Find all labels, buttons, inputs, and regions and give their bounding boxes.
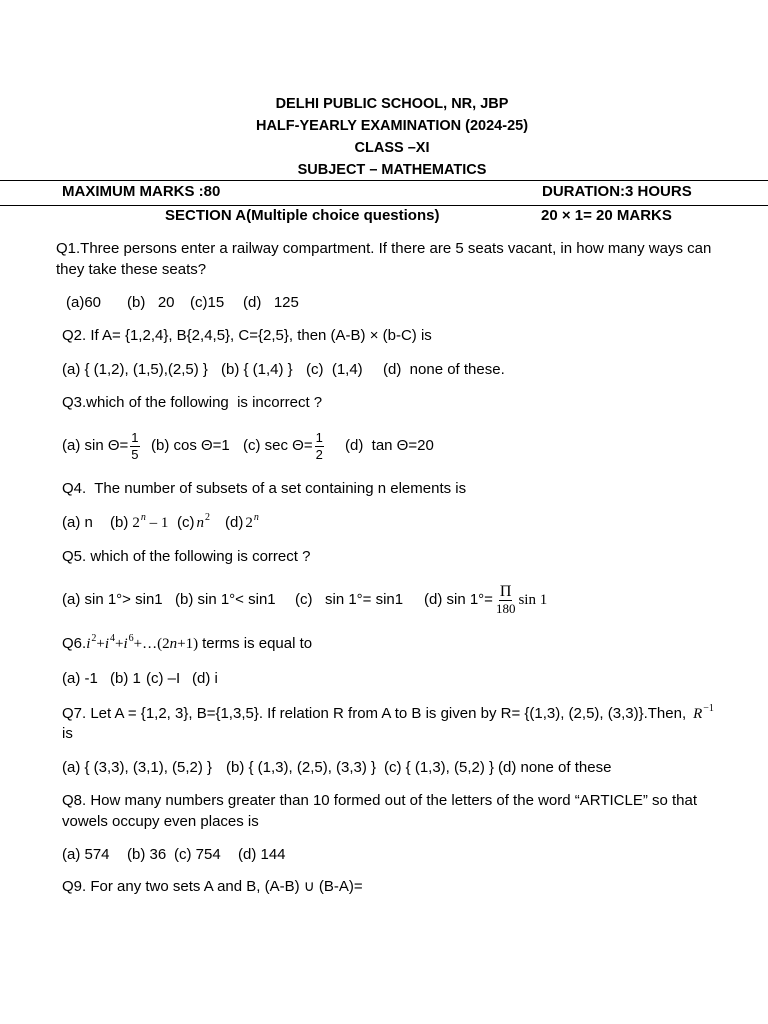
math-exponent: 4: [110, 633, 115, 644]
math-operator: +: [115, 636, 124, 652]
question-text: they take these seats?: [56, 261, 207, 278]
duration: DURATION:3 HOURS: [542, 183, 692, 200]
options-row: [0, 580, 768, 620]
math-base: 2: [132, 515, 140, 531]
math-tail: +…(2: [133, 636, 170, 652]
question-text: Q7. Let A = {1,2, 3}, B={1,3,5}. If relation R from A to B is given by R= {(1,3), (2,5), (3,3)}.Then,: [62, 705, 687, 722]
question-text: Q8. How many numbers greater than 10 formed out of the letters of the word “ARTICLE” so that: [62, 792, 698, 809]
math-expression: [86, 635, 198, 653]
school-name: DELHI PUBLIC SCHOOL, NR, JBP: [275, 96, 509, 112]
option-c: (c) { (1,3), (5,2) }: [384, 759, 495, 776]
math-term: i: [104, 636, 109, 652]
fraction-numerator: 1: [131, 429, 139, 445]
math-exponent: 2: [91, 633, 97, 644]
option-a: (a) n: [62, 514, 93, 531]
options-row: [0, 426, 768, 466]
option-b: (b) 1: [110, 670, 141, 687]
option-label: (c) sec Θ=: [243, 437, 313, 454]
option-b: (b) cos Θ=1: [151, 437, 230, 454]
header-rule-top: [0, 180, 768, 181]
option-c: (c) –I: [146, 670, 181, 687]
option-c: (c) sin 1°= sin1: [295, 591, 404, 608]
max-marks: MAXIMUM MARKS :80: [62, 183, 221, 200]
option-b: [110, 512, 168, 534]
question-text: Q9. For any two sets A and B, (A-B) ∪ (B-A)=: [62, 878, 363, 895]
math-exponent: 6: [128, 633, 134, 644]
question-label: Q6.: [62, 635, 87, 652]
option-b: (b) 36: [127, 846, 167, 863]
option-label: (c): [177, 514, 195, 531]
question-text-row: [62, 703, 714, 725]
option-b: (b) { (1,3), (2,5), (3,3) }: [226, 759, 377, 776]
math-exponent: −1: [703, 703, 714, 714]
option-d: (d) tan Θ=20: [345, 437, 434, 454]
math-expression: [197, 514, 211, 532]
option-b: (b) { (1,4) }: [221, 361, 293, 378]
option-c: [243, 426, 326, 466]
section-title: SECTION A(Multiple choice questions): [165, 207, 440, 224]
option-d: [424, 580, 547, 620]
option-label: (d) sin 1°=: [424, 591, 493, 608]
question-text: Q2. If A= {1,2,4}, B{2,4,5}, C={2,5}, then (A-B) × (b-C) is: [62, 327, 432, 344]
options-row: [0, 361, 768, 379]
options-row: [0, 846, 768, 864]
fraction: [495, 584, 517, 617]
fraction-denominator: 5: [131, 446, 139, 462]
header-rule-bottom: [0, 205, 768, 206]
fraction-numerator: Π: [499, 582, 512, 600]
option-a: (a) { (3,3), (3,1), (5,2) }: [62, 759, 213, 776]
option-a: (a) -1: [62, 670, 98, 687]
math-base: R: [693, 706, 703, 722]
question-text: Q3.which of the following is incorrect ?: [62, 394, 323, 411]
option-c: (c) (1,4): [306, 361, 363, 378]
option-d: (d) 125: [243, 294, 299, 311]
math-base: n: [196, 515, 204, 531]
math-term: i: [123, 636, 128, 652]
question-text: Q5. which of the following is correct ?: [62, 548, 311, 565]
option-a: [62, 426, 142, 466]
section-marks: 20 × 1= 20 MARKS: [541, 207, 672, 224]
option-d: [225, 512, 259, 534]
math-term: i: [86, 636, 91, 652]
question-text: Q4. The number of subsets of a set containing n elements is: [62, 480, 467, 497]
math-expression: [132, 514, 168, 532]
option-d: (d) 144: [238, 846, 286, 863]
math-exponent: 2: [205, 512, 210, 523]
math-rest: sin 1: [518, 592, 548, 608]
math-exponent: n: [253, 512, 259, 523]
options-row: [0, 512, 768, 534]
fraction-denominator: 2: [315, 446, 323, 462]
class-label: CLASS –XI: [354, 140, 430, 156]
options-row: [0, 759, 768, 777]
math-expression: [693, 705, 714, 723]
option-label: (d): [225, 514, 244, 531]
options-row: [0, 294, 768, 312]
fraction-numerator: 1: [315, 429, 323, 445]
option-a: (a) { (1,2), (1,5),(2,5) }: [62, 361, 208, 378]
question-text: vowels occupy even places is: [62, 813, 259, 830]
fraction: [315, 430, 324, 463]
question-text-row: [62, 632, 312, 656]
option-a: (a) 574: [62, 846, 110, 863]
exam-title: HALF-YEARLY EXAMINATION (2024-25): [255, 118, 529, 134]
question-text: is: [62, 725, 73, 742]
option-c: (c)15: [190, 294, 225, 311]
subject-label: SUBJECT – MATHEMATICS: [297, 162, 487, 178]
option-a: (a)60: [66, 294, 102, 311]
math-expression: [245, 514, 259, 532]
math-operator: +: [96, 636, 105, 652]
option-c: [177, 512, 210, 534]
math-exponent: n: [140, 512, 146, 523]
math-variable: n: [169, 636, 178, 652]
option-label: (b): [110, 514, 129, 531]
option-c: (c) 754: [174, 846, 221, 863]
option-d: (d) i: [192, 670, 218, 687]
option-b: (b) sin 1°< sin1: [175, 591, 276, 608]
option-a: (a) sin 1°> sin1: [62, 591, 163, 608]
math-base: 2: [245, 515, 253, 531]
option-b: (b) 20: [127, 294, 175, 311]
math-rest: – 1: [149, 515, 169, 531]
option-label: (a) sin Θ=: [62, 437, 129, 454]
options-row: [0, 670, 768, 688]
question-text: terms is equal to: [202, 635, 313, 652]
option-d: (d) none of these: [498, 759, 612, 776]
fraction-denominator: 180: [495, 600, 516, 616]
question-text: Q1.Three persons enter a railway compartment. If there are 5 seats vacant, in how many ways can: [56, 240, 712, 257]
option-d: (d) none of these.: [383, 361, 505, 378]
fraction: [130, 430, 139, 463]
math-tail: +1): [177, 636, 199, 652]
